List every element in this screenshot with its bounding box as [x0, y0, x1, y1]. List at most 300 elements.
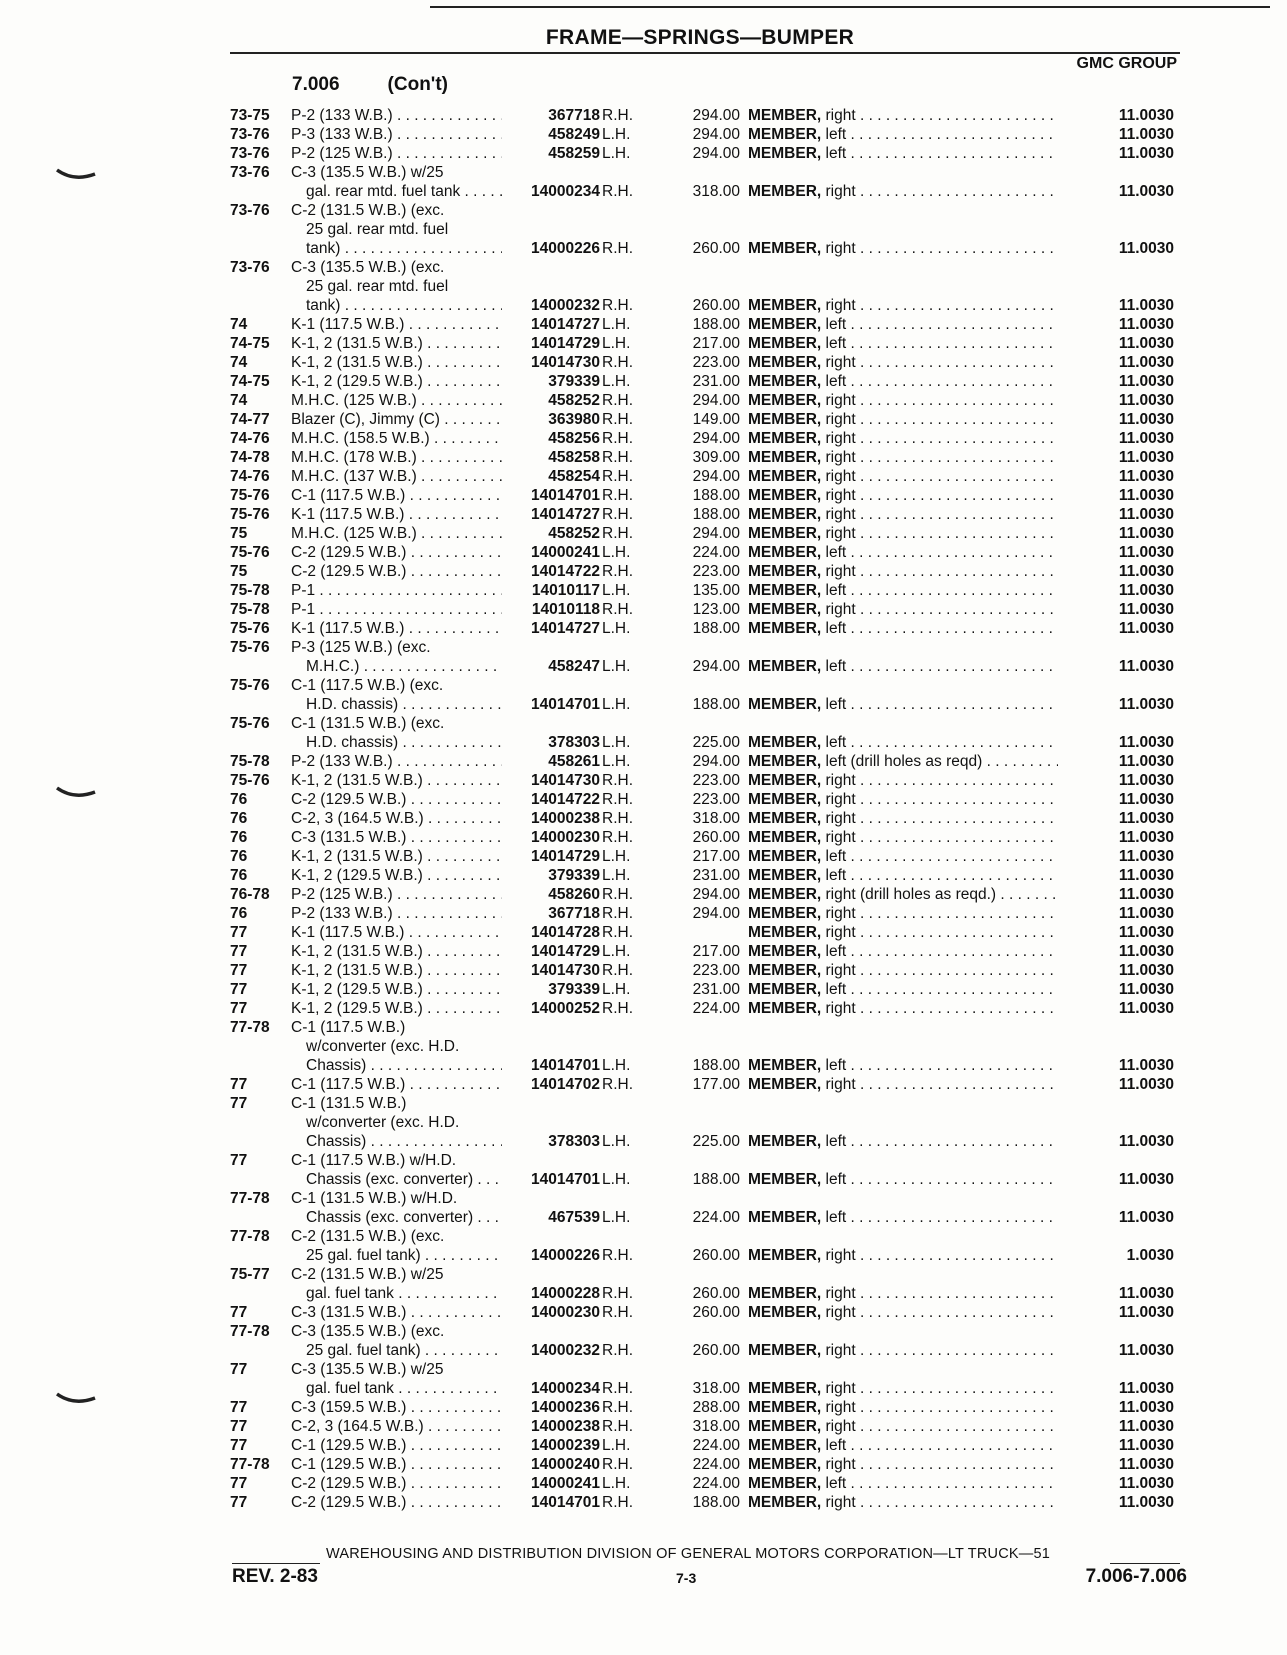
part-number: 14014701: [531, 487, 600, 504]
price: 223.00: [692, 772, 740, 789]
model-years: 75-77: [230, 1266, 270, 1283]
side: R.H.: [602, 506, 633, 523]
part-name-bold: MEMBER,: [748, 1133, 822, 1150]
side: L.H.: [602, 373, 631, 390]
price: 188.00: [692, 1171, 740, 1188]
model-years: 73-76: [230, 202, 270, 219]
price: 223.00: [692, 962, 740, 979]
price: 217.00: [692, 335, 740, 352]
part-name-rest: right: [821, 107, 856, 124]
price: 260.00: [692, 240, 740, 257]
part-name: [748, 847, 1058, 866]
description: P-3 (125 W.B.) (exc.: [291, 639, 431, 656]
part-name-rest: right: [821, 449, 856, 466]
section-heading: [292, 74, 448, 96]
part-name: [748, 562, 1058, 581]
model-years: 77: [230, 1152, 248, 1169]
table-row: [0, 239, 1287, 258]
side: R.H.: [602, 1494, 633, 1511]
side: R.H.: [602, 430, 633, 447]
table-row: [0, 296, 1287, 315]
part-number: 379339: [548, 867, 600, 884]
description: M.H.C. (137 W.B.) . . .: [291, 467, 502, 486]
description: P-2 (133 W.B.) . . .: [291, 106, 502, 125]
group-number: 11.0030: [1118, 810, 1174, 827]
group-number: 11.0030: [1118, 392, 1174, 409]
table-row: [0, 600, 1287, 619]
table-row: [0, 866, 1287, 885]
part-name: [748, 1056, 1058, 1075]
description: K-1, 2 (129.5 W.B.) . . .: [291, 866, 502, 885]
side: L.H.: [602, 316, 631, 333]
part-name-rest: right (drill holes as reqd.): [821, 886, 997, 903]
description: C-1 (131.5 W.B.) w/H.D.: [291, 1190, 458, 1207]
side: R.H.: [602, 183, 633, 200]
part-name-rest: left: [821, 943, 847, 960]
price: 318.00: [692, 183, 740, 200]
part-number: 14014722: [531, 563, 600, 580]
description: C-2 (129.5 W.B.) . . .: [291, 790, 502, 809]
part-name: [748, 619, 1058, 638]
part-name-bold: MEMBER,: [748, 525, 822, 542]
part-name-bold: MEMBER,: [748, 316, 822, 333]
table-row: [0, 1341, 1287, 1360]
description: gal. fuel tank . . .: [306, 1379, 502, 1398]
part-name-rest: left: [821, 620, 847, 637]
description: tank) . . .: [306, 239, 502, 258]
part-number: 379339: [548, 981, 600, 998]
part-name: [748, 391, 1058, 410]
price: 294.00: [692, 468, 740, 485]
table-row: [0, 790, 1287, 809]
side: L.H.: [602, 981, 631, 998]
part-number: 14000241: [531, 544, 600, 561]
part-name-rest: right: [821, 1456, 856, 1473]
part-number: 14000252: [531, 1000, 600, 1017]
part-number: 458259: [548, 145, 600, 162]
table-row: [0, 315, 1287, 334]
price: 294.00: [692, 107, 740, 124]
part-name-bold: MEMBER,: [748, 468, 822, 485]
part-name-rest: left: [821, 1057, 847, 1074]
part-name: [748, 980, 1058, 999]
price: 318.00: [692, 810, 740, 827]
description: M.H.C. (125 W.B.) . . .: [291, 391, 502, 410]
part-number: 14014729: [531, 943, 600, 960]
description: C-3 (135.5 W.B.) (exc.: [291, 1323, 445, 1340]
part-name-rest: left: [821, 658, 847, 675]
group-number: 11.0030: [1118, 658, 1174, 675]
group-number: 11.0030: [1118, 1076, 1174, 1093]
table-row: [0, 106, 1287, 125]
description: C-1 (131.5 W.B.): [291, 1095, 407, 1112]
model-years: 73-76: [230, 259, 270, 276]
description: C-3 (135.5 W.B.) w/25: [291, 1361, 444, 1378]
part-number: 14000238: [531, 1418, 600, 1435]
description: C-1 (117.5 W.B.) (exc.: [291, 677, 444, 694]
side: L.H.: [602, 1171, 631, 1188]
side: R.H.: [602, 886, 633, 903]
side: R.H.: [602, 1000, 633, 1017]
description: C-2 (129.5 W.B.) . . .: [291, 543, 502, 562]
table-row: [0, 410, 1287, 429]
part-name-bold: MEMBER,: [748, 867, 822, 884]
part-name-bold: MEMBER,: [748, 297, 822, 314]
group-number: 11.0030: [1118, 867, 1174, 884]
part-name: [748, 1208, 1058, 1227]
part-name: [748, 581, 1058, 600]
model-years: 74: [230, 316, 248, 333]
group-number: 11.0030: [1118, 183, 1174, 200]
model-years: 77: [230, 924, 248, 941]
part-number: 14014722: [531, 791, 600, 808]
part-number: 14014701: [531, 1494, 600, 1511]
table-row: [0, 961, 1287, 980]
table-row: [0, 372, 1287, 391]
price: 135.00: [692, 582, 740, 599]
model-years: 77: [230, 962, 248, 979]
top-rule: [430, 6, 1270, 8]
table-row: [0, 581, 1287, 600]
part-name-bold: MEMBER,: [748, 696, 822, 713]
part-name-rest: left: [821, 1133, 847, 1150]
part-number: 14000232: [531, 297, 600, 314]
part-number: 14014729: [531, 335, 600, 352]
part-name: [748, 942, 1058, 961]
part-name: [748, 182, 1058, 201]
model-years: 73-75: [230, 107, 270, 124]
group-number: 11.0030: [1118, 734, 1174, 751]
table-row: [0, 1132, 1287, 1151]
part-number: 14014727: [531, 506, 600, 523]
part-number: 14000240: [531, 1456, 600, 1473]
part-number: 458261: [548, 753, 600, 770]
part-number: 458252: [548, 525, 600, 542]
part-name: [748, 904, 1058, 923]
description: C-3 (159.5 W.B.) . . .: [291, 1398, 502, 1417]
table-row: [0, 1170, 1287, 1189]
part-name-bold: MEMBER,: [748, 392, 822, 409]
part-name-rest: left: [821, 582, 847, 599]
side: R.H.: [602, 1380, 633, 1397]
description: Chassis (exc. converter) . . .: [306, 1208, 502, 1227]
side: L.H.: [602, 544, 631, 561]
footer-rule: [232, 1563, 320, 1564]
side: R.H.: [602, 107, 633, 124]
part-name-bold: MEMBER,: [748, 506, 822, 523]
description: M.H.C.) . . .: [306, 657, 502, 676]
table-row: [0, 695, 1287, 714]
part-name: [748, 1474, 1058, 1493]
part-name: [748, 1341, 1058, 1360]
table-row: [0, 1113, 1287, 1132]
price: 225.00: [692, 734, 740, 751]
part-name-bold: MEMBER,: [748, 1437, 822, 1454]
price: 288.00: [692, 1399, 740, 1416]
description: P-2 (125 W.B.) . . .: [291, 144, 502, 163]
price: 223.00: [692, 563, 740, 580]
table-row: [0, 543, 1287, 562]
side: R.H.: [602, 449, 633, 466]
part-name-bold: MEMBER,: [748, 240, 822, 257]
table-row: [0, 1265, 1287, 1284]
side: R.H.: [602, 1342, 633, 1359]
model-years: 76: [230, 810, 248, 827]
part-name: [748, 600, 1058, 619]
part-name-rest: left: [821, 145, 847, 162]
description: tank) . . .: [306, 296, 502, 315]
description: C-2, 3 (164.5 W.B.) . . .: [291, 1417, 502, 1436]
table-row: [0, 562, 1287, 581]
description: 25 gal. fuel tank) . . .: [306, 1246, 502, 1265]
side: L.H.: [602, 335, 631, 352]
group-number: 11.0030: [1118, 107, 1174, 124]
side: R.H.: [602, 392, 633, 409]
part-number: 14014702: [531, 1076, 600, 1093]
description: C-3 (135.5 W.B.) w/25: [291, 164, 444, 181]
model-years: 77: [230, 1000, 248, 1017]
price: 318.00: [692, 1380, 740, 1397]
side: R.H.: [602, 1456, 633, 1473]
table-row: [0, 1493, 1287, 1512]
price: 188.00: [692, 506, 740, 523]
description: K-1, 2 (129.5 W.B.) . . .: [291, 980, 502, 999]
table-row: [0, 657, 1287, 676]
group-number: 11.0030: [1118, 430, 1174, 447]
group-number: 11.0030: [1118, 1342, 1174, 1359]
group-number: 11.0030: [1118, 962, 1174, 979]
part-number: 458249: [548, 126, 600, 143]
part-number: 14000234: [531, 1380, 600, 1397]
table-row: [0, 847, 1287, 866]
side: L.H.: [602, 582, 631, 599]
part-name: [748, 695, 1058, 714]
part-name-bold: MEMBER,: [748, 563, 822, 580]
part-name: [748, 125, 1058, 144]
part-number: 14014728: [531, 924, 600, 941]
description: C-2 (129.5 W.B.) . . .: [291, 1493, 502, 1512]
part-number: 14014701: [531, 1171, 600, 1188]
part-number: 14010117: [531, 582, 600, 599]
description: H.D. chassis) . . .: [306, 733, 502, 752]
model-years: 75-76: [230, 715, 270, 732]
side: R.H.: [602, 601, 633, 618]
part-name-rest: right: [821, 183, 856, 200]
price: 260.00: [692, 1247, 740, 1264]
part-name-bold: MEMBER,: [748, 905, 822, 922]
table-row: [0, 1018, 1287, 1037]
table-row: [0, 277, 1287, 296]
part-name-rest: right: [821, 297, 856, 314]
price: 294.00: [692, 392, 740, 409]
price: 217.00: [692, 848, 740, 865]
price: 231.00: [692, 373, 740, 390]
part-name-bold: MEMBER,: [748, 1057, 822, 1074]
table-row: [0, 334, 1287, 353]
footer-text: WAREHOUSING AND DISTRIBUTION DIVISION OF GENERAL MOTORS CORPORATION—LT TRUCK—51: [326, 1546, 1050, 1562]
part-number: 367718: [548, 905, 600, 922]
part-name-bold: MEMBER,: [748, 582, 822, 599]
side: L.H.: [602, 696, 631, 713]
part-name-rest: left: [821, 734, 847, 751]
part-name-rest: right: [821, 905, 856, 922]
side: R.H.: [602, 411, 633, 428]
table-row: [0, 524, 1287, 543]
part-name: [748, 543, 1058, 562]
part-name: [748, 923, 1058, 942]
part-name: [748, 296, 1058, 315]
model-years: 74: [230, 354, 248, 371]
table-row: [0, 1246, 1287, 1265]
model-years: 77: [230, 1399, 248, 1416]
group-number: 11.0030: [1118, 620, 1174, 637]
model-years: 75-76: [230, 639, 270, 656]
table-row: [0, 942, 1287, 961]
part-name: [748, 334, 1058, 353]
part-name-rest: right: [821, 829, 856, 846]
part-name: [748, 866, 1058, 885]
description: C-2 (131.5 W.B.) (exc.: [291, 1228, 445, 1245]
side: R.H.: [602, 1418, 633, 1435]
side: L.H.: [602, 753, 631, 770]
side: R.H.: [602, 772, 633, 789]
page-title: FRAME—SPRINGS—BUMPER: [545, 26, 855, 49]
part-name-bold: MEMBER,: [748, 658, 822, 675]
side: L.H.: [602, 734, 631, 751]
model-years: 77: [230, 1475, 248, 1492]
model-years: 77-78: [230, 1228, 270, 1245]
price: 294.00: [692, 886, 740, 903]
price: 260.00: [692, 1285, 740, 1302]
table-row: [0, 486, 1287, 505]
part-number: 14000230: [531, 829, 600, 846]
model-years: 73-76: [230, 126, 270, 143]
parts-list: [0, 106, 1287, 1512]
part-number: 14014730: [531, 772, 600, 789]
price: 223.00: [692, 354, 740, 371]
description: Chassis) . . .: [306, 1132, 502, 1151]
part-number: 378303: [548, 734, 600, 751]
part-number: 367718: [548, 107, 600, 124]
part-name-bold: MEMBER,: [748, 1285, 822, 1302]
description: C-3 (135.5 W.B.) (exc.: [291, 259, 445, 276]
table-row: [0, 1189, 1287, 1208]
description: Chassis) . . .: [306, 1056, 502, 1075]
description: K-1 (117.5 W.B.) . . .: [291, 619, 502, 638]
part-name: [748, 106, 1058, 125]
side: L.H.: [602, 1475, 631, 1492]
description: C-3 (131.5 W.B.) . . .: [291, 828, 502, 847]
part-number: 458247: [548, 658, 600, 675]
side: R.H.: [602, 905, 633, 922]
price: 260.00: [692, 829, 740, 846]
part-name: [748, 372, 1058, 391]
part-name-bold: MEMBER,: [748, 1342, 822, 1359]
side: L.H.: [602, 867, 631, 884]
part-name-rest: right: [821, 487, 856, 504]
side: R.H.: [602, 829, 633, 846]
side: R.H.: [602, 487, 633, 504]
group-number: 11.0030: [1118, 126, 1174, 143]
side: L.H.: [602, 126, 631, 143]
group-number: 11.0030: [1118, 1285, 1174, 1302]
group-number: 11.0030: [1118, 924, 1174, 941]
model-years: 76: [230, 867, 248, 884]
description: M.H.C. (125 W.B.) . . .: [291, 524, 502, 543]
description: K-1, 2 (131.5 W.B.) . . .: [291, 771, 502, 790]
part-name-bold: MEMBER,: [748, 791, 822, 808]
part-name-rest: right: [821, 1418, 856, 1435]
part-name: [748, 410, 1058, 429]
group-number: 11.0030: [1118, 772, 1174, 789]
table-row: [0, 125, 1287, 144]
part-name-bold: MEMBER,: [748, 1076, 822, 1093]
part-name-rest: right: [821, 468, 856, 485]
part-number: 458260: [548, 886, 600, 903]
description: K-1, 2 (129.5 W.B.) . . .: [291, 999, 502, 1018]
table-row: [0, 1398, 1287, 1417]
price: 318.00: [692, 1418, 740, 1435]
table-row: [0, 1436, 1287, 1455]
part-name-bold: MEMBER,: [748, 411, 822, 428]
part-number: 458252: [548, 392, 600, 409]
model-years: 76: [230, 848, 248, 865]
side: L.H.: [602, 1209, 631, 1226]
table-row: [0, 771, 1287, 790]
group-number: 11.0030: [1118, 506, 1174, 523]
table-row: [0, 1322, 1287, 1341]
price: 224.00: [692, 1456, 740, 1473]
part-name-rest: right: [821, 1076, 856, 1093]
table-row: [0, 163, 1287, 182]
price: 309.00: [692, 449, 740, 466]
part-name-bold: MEMBER,: [748, 487, 822, 504]
part-name: [748, 1132, 1058, 1151]
section-number: 7.006: [292, 74, 340, 95]
part-name-bold: MEMBER,: [748, 886, 822, 903]
part-name: [748, 1075, 1058, 1094]
description: w/converter (exc. H.D.: [306, 1114, 460, 1131]
part-name-rest: right: [821, 411, 856, 428]
part-name: [748, 752, 1058, 771]
description: K-1, 2 (131.5 W.B.) . . .: [291, 334, 502, 353]
table-row: [0, 1284, 1287, 1303]
group-number: 11.0030: [1118, 1437, 1174, 1454]
revision-label: REV. 2-83: [232, 1566, 318, 1587]
description: 25 gal. fuel tank) . . .: [306, 1341, 502, 1360]
part-name-rest: right: [821, 354, 856, 371]
model-years: 77-78: [230, 1190, 270, 1207]
table-row: [0, 752, 1287, 771]
price: 294.00: [692, 753, 740, 770]
part-name-rest: right: [821, 1285, 856, 1302]
part-number: 14000232: [531, 1342, 600, 1359]
description: P-2 (133 W.B.) . . .: [291, 904, 502, 923]
side: R.H.: [602, 1076, 633, 1093]
side: R.H.: [602, 354, 633, 371]
price: 260.00: [692, 1342, 740, 1359]
model-years: 77: [230, 1494, 248, 1511]
part-name-rest: right: [821, 1342, 856, 1359]
model-years: 75-76: [230, 677, 270, 694]
part-name-bold: MEMBER,: [748, 848, 822, 865]
side: R.H.: [602, 1304, 633, 1321]
part-name-rest: right: [821, 1304, 856, 1321]
description: C-1 (131.5 W.B.) (exc.: [291, 715, 445, 732]
part-name-bold: MEMBER,: [748, 1247, 822, 1264]
part-name: [748, 524, 1058, 543]
description: C-2, 3 (164.5 W.B.) . . .: [291, 809, 502, 828]
